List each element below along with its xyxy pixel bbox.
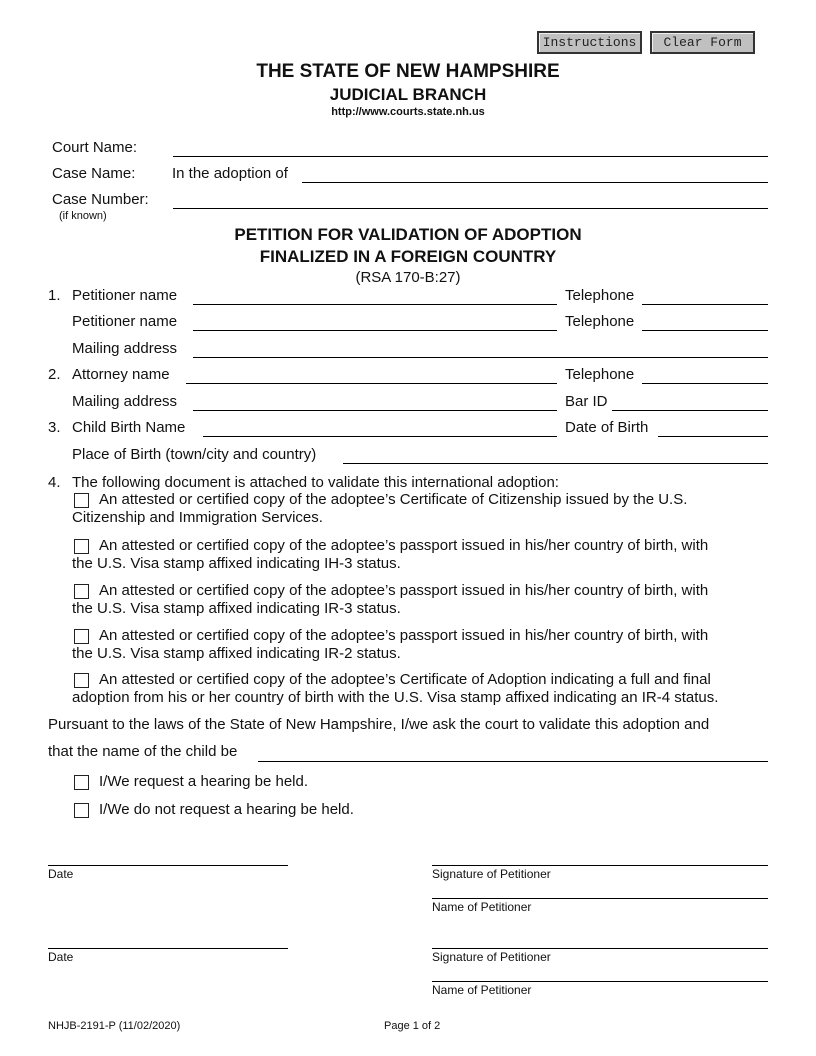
telephone-label-2: Telephone	[565, 313, 635, 330]
document-option-line2: the U.S. Visa stamp affixed indicating IH-3 status.	[72, 555, 401, 572]
bar-id-label: Bar ID	[565, 393, 608, 410]
if-known-note: (if known)	[59, 210, 107, 222]
rsa-citation: (RSA 170-B:27)	[355, 269, 461, 286]
child-new-name-field[interactable]	[258, 761, 768, 762]
name-label-2: Name of Petitioner	[432, 983, 532, 997]
document-option-line1: An attested or certified copy of the adoptee’s passport issued in his/her country of birth, with	[99, 627, 709, 644]
document-option-line2: adoption from his or her country of birth with the U.S. Visa stamp affixed indicating an IR-4 status.	[72, 689, 719, 706]
case-name-field[interactable]	[302, 182, 768, 183]
mailing-address-label: Mailing address	[72, 340, 178, 357]
child-birth-name-field[interactable]	[203, 436, 557, 437]
document-option-line2: the U.S. Visa stamp affixed indicating IR-3 status.	[72, 600, 401, 617]
attorney-name-label: Attorney name	[72, 366, 170, 383]
telephone-field-2[interactable]	[642, 330, 768, 331]
item-number: 1.	[48, 287, 61, 304]
branch-heading: JUDICIAL BRANCH	[329, 85, 487, 104]
bar-id-field[interactable]	[612, 410, 768, 411]
document-option-checkbox[interactable]	[74, 673, 89, 688]
document-intro: The following document is attached to validate this international adoption:	[72, 474, 559, 491]
form-number: NHJB-2191-P (11/02/2020)	[48, 1020, 181, 1032]
form-title-line1: PETITION FOR VALIDATION OF ADOPTION	[234, 225, 582, 244]
case-number-field[interactable]	[173, 208, 768, 209]
attorney-mailing-label: Mailing address	[72, 393, 178, 410]
date-of-birth-field[interactable]	[658, 436, 768, 437]
page-number: Page 1 of 2	[384, 1020, 441, 1032]
telephone-field[interactable]	[642, 304, 768, 305]
petitioner-name-field-2[interactable]	[193, 330, 557, 331]
clear-form-button[interactable]: Clear Form	[650, 31, 755, 54]
document-option-checkbox[interactable]	[74, 539, 89, 554]
signature-label-1: Signature of Petitioner	[432, 867, 551, 881]
document-option-line2: the U.S. Visa stamp affixed indicating IR-2 status.	[72, 645, 401, 662]
child-birth-name-label: Child Birth Name	[72, 419, 186, 436]
mailing-address-field[interactable]	[193, 357, 768, 358]
document-option-checkbox[interactable]	[74, 629, 89, 644]
document-option-checkbox[interactable]	[74, 493, 89, 508]
attorney-mailing-field[interactable]	[193, 410, 557, 411]
place-of-birth-label: Place of Birth (town/city and country)	[72, 446, 317, 463]
no-hearing-checkbox[interactable]	[74, 803, 89, 818]
hearing-label: I/We request a hearing be held.	[99, 773, 309, 790]
document-option-line1: An attested or certified copy of the adoptee’s Certificate of Adoption indicating a full and final	[99, 671, 711, 688]
attorney-name-field[interactable]	[186, 383, 557, 384]
date-label-1: Date	[48, 867, 74, 881]
court-name-field[interactable]	[173, 156, 768, 157]
attorney-telephone-label: Telephone	[565, 366, 635, 383]
item-number: 4.	[48, 474, 61, 491]
date-field-2[interactable]	[48, 948, 288, 949]
signature-field-1[interactable]	[432, 865, 768, 866]
item-number: 3.	[48, 419, 61, 436]
name-field-2[interactable]	[432, 981, 768, 982]
case-number-label: Case Number:	[52, 191, 149, 208]
place-of-birth-field[interactable]	[343, 463, 768, 464]
form-title-line2: FINALIZED IN A FOREIGN COUNTRY	[259, 247, 557, 266]
telephone-label: Telephone	[565, 287, 635, 304]
document-option-line2: Citizenship and Immigration Services.	[72, 509, 323, 526]
court-name-label: Court Name:	[52, 139, 138, 156]
name-label-1: Name of Petitioner	[432, 900, 532, 914]
date-label-2: Date	[48, 950, 74, 964]
pursuant-text: Pursuant to the laws of the State of New Hampshire, I/we ask the court to validate this adoption and	[48, 716, 710, 733]
petitioner-name-field[interactable]	[193, 304, 557, 305]
instructions-button[interactable]: Instructions	[537, 31, 642, 54]
state-heading: THE STATE OF NEW HAMPSHIRE	[256, 61, 560, 82]
document-option-checkbox[interactable]	[74, 584, 89, 599]
hearing-checkbox[interactable]	[74, 775, 89, 790]
date-field-1[interactable]	[48, 865, 288, 866]
child-name-label: that the name of the child be	[48, 743, 238, 760]
adoption-of-label: In the adoption of	[172, 165, 288, 182]
petitioner-name-label-2: Petitioner name	[72, 313, 178, 330]
signature-field-2[interactable]	[432, 948, 768, 949]
case-name-label: Case Name:	[52, 165, 136, 182]
item-number: 2.	[48, 366, 61, 383]
signature-label-2: Signature of Petitioner	[432, 950, 551, 964]
document-option-line1: An attested or certified copy of the adoptee’s Certificate of Citizenship issued by the U.S.	[99, 491, 688, 508]
no-hearing-label: I/We do not request a hearing be held.	[99, 801, 354, 818]
document-option-line1: An attested or certified copy of the adoptee’s passport issued in his/her country of birth, with	[99, 582, 709, 599]
court-url: http://www.courts.state.nh.us	[331, 106, 485, 118]
attorney-telephone-field[interactable]	[642, 383, 768, 384]
document-option-line1: An attested or certified copy of the adoptee’s passport issued in his/her country of birth, with	[99, 537, 709, 554]
petitioner-name-label: Petitioner name	[72, 287, 178, 304]
date-of-birth-label: Date of Birth	[565, 419, 649, 436]
name-field-1[interactable]	[432, 898, 768, 899]
